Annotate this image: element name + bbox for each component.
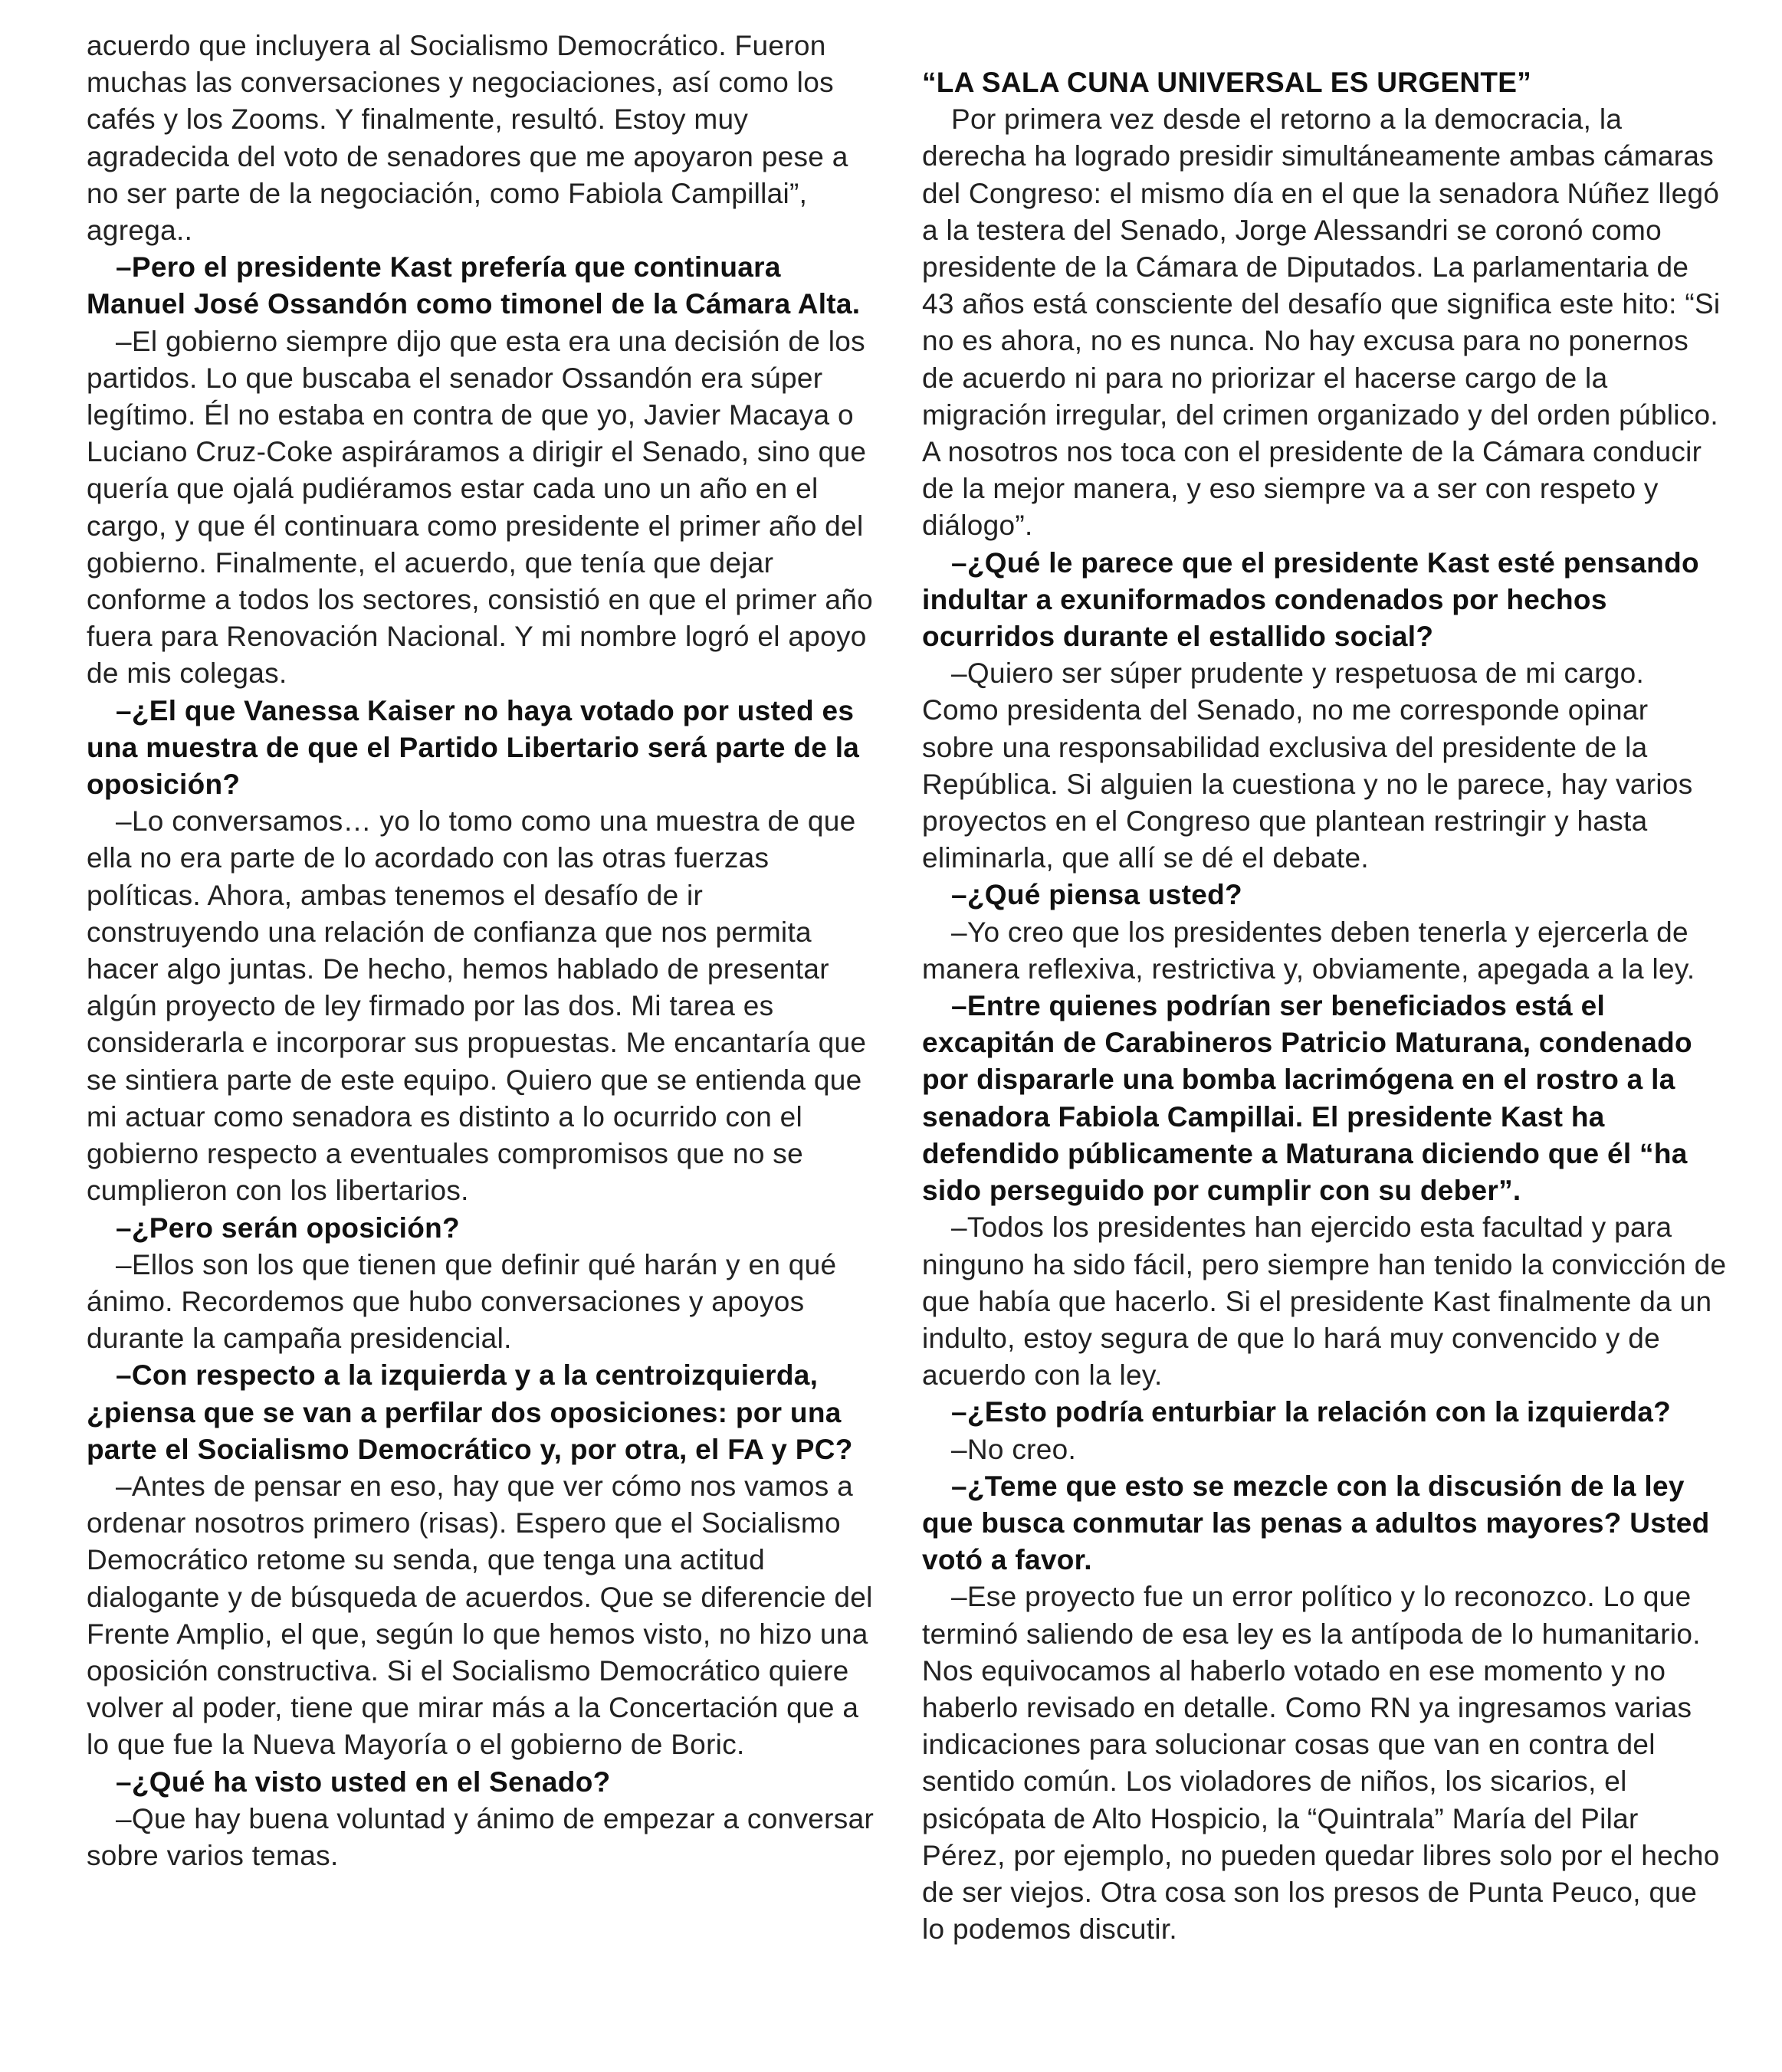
interview-answer: –Quiero ser súper prudente y respetuosa de mi cargo. Como presidenta del Senado, no me corresponde opinar sobre una responsabilidad exclusiva del presidente de la República. Si alguien la cuestiona y no le parece, hay varios proyectos en el Congreso que plantean restringir y hasta eliminarla, que allí se dé el debate. [922,657,1693,874]
interview-question: –¿Qué le parece que el presidente Kast esté pensando indultar a exuniformados condenados por hechos ocurridos durante el estallido social? [922,546,1699,653]
interview-question: –¿Esto podría enturbiar la relación con la izquierda? [951,1396,1672,1428]
left-column [87,28,884,1874]
interview-question: –¿Qué piensa usted? [951,879,1242,911]
interview-question: –¿Pero serán oposición? [116,1211,460,1244]
interview-answer: –El gobierno siempre dijo que esta era una decisión de los partidos. Lo que buscaba el senador Ossandón era súper legítimo. Él no estaba en contra de que yo, Javier Macaya o Luciano Cruz-Coke aspiráramos a dirigir el Senado, sino que quería que ojalá pudiéramos estar cada uno un año en el cargo, y que él continuara como presidente el primer año del gobierno. Finalmente, el acuerdo, que tenía que dejar conforme a todos los sectores, consistió en que el primer año fuera para Renovación Nacional. Y mi nombre logró el apoyo de mis colegas. [87,325,874,690]
interview-answer: –Todos los presidentes han ejercido esta facultad y para ninguno ha sido fácil, pero siempre han tenido la convicción de que había que hacerlo. Si el presidente Kast finalmente da un indulto, estoy segura de que lo hará muy convencido y de acuerdo con la ley. [922,1211,1727,1392]
interview-question: –¿El que Vanessa Kaiser no haya votado por usted es una muestra de que el Partido Libertario será parte de la oposición? [87,694,860,801]
interview-question: –¿Teme que esto se mezcle con la discusión de la ley que busca conmutar las penas a adultos mayores? Usted votó a favor. [922,1470,1710,1576]
interview-answer: –Antes de pensar en eso, hay que ver cómo nos vamos a ordenar nosotros primero (risas). Espero que el Socialismo Democrático retome su senda, que tenga una actitud dialogante y de búsqueda de acuerdos. Que se diferencie del Frente Amplio, el que, según lo que hemos visto, no hizo una oposición constructiva. Si el Socialismo Democrático quiere volver al poder, tiene que mirar más a la Concertación que a lo que fue la Nueva Mayoría o el gobierno de Boric. [87,1470,873,1761]
interview-question: –¿Qué ha visto usted en el Senado? [116,1765,611,1798]
interview-answer: –Ellos son los que tienen que definir qué harán y en qué ánimo. Recordemos que hubo conversaciones y apoyos durante la campaña presidencial. [87,1248,837,1355]
interview-answer: –Yo creo que los presidentes deben tenerla y ejercerla de manera reflexiva, restrictiva y, obviamente, apegada a la ley. [922,916,1695,985]
interview-question: –Entre quienes podrían ser beneficiados está el excapitán de Carabineros Patricio Maturana, condenado por dispararle una bomba lacrimógena en el rostro a la senadora Fabiola Campillai. El presidente Kast ha defendido públicamente a Maturana diciendo que él “ha sido perseguido por cumplir con su deber”. [922,990,1692,1207]
section-subheading: “LA SALA CUNA UNIVERSAL ES URGENTE” [922,67,1532,98]
interview-answer: –Que hay buena voluntad y ánimo de empezar a conversar sobre varios temas. [87,1802,875,1871]
interview-answer: –Ese proyecto fue un error político y lo reconozco. Lo que terminó saliendo de esa ley es la antípoda de lo humanitario. Nos equivocamos al haberlo votado en ese momento y no haberlo revisado en detalle. Como RN ya ingresamos varias indicaciones para solucionar cosas que van en contra del sentido común. Los violadores de niños, los sicarios, el psicópata de Alto Hospicio, la “Quintrala” María del Pilar Pérez, por ejemplo, no pueden quedar libres solo por el hecho de ser viejos. Otra cosa son los presos de Punta Peuco, que lo podemos discutir. [922,1581,1720,1946]
right-column [922,64,1727,1948]
interview-answer: –No creo. [951,1433,1077,1465]
paragraph: acuerdo que incluyera al Socialismo Democrático. Fueron muchas las conversaciones y negociaciones, así como los cafés y los Zooms. Y finalmente, resultó. Estoy muy agradecida del voto de senadores que me apoyaron pese a no ser parte de la negociación, como Fabiola Campillai”, agrega.. [87,30,848,247]
paragraph: Por primera vez desde el retorno a la democracia, la derecha ha logrado presidir simultáneamente ambas cámaras del Congreso: el mismo día en el que la senadora Núñez llegó a la testera del Senado, Jorge Alessandri se coronó como presidente de la Cámara de Diputados. La parlamentaria de 43 años está consciente del desafío que significa este hito: “Si no es ahora, no es nunca. No hay excusa para no ponernos de acuerdo ni para no priorizar el hacerse cargo de la migración irregular, del crimen organizado y del orden público. A nosotros nos toca con el presidente de la Cámara conducir de la mejor manera, y eso siempre va a ser con respeto y diálogo”. [922,103,1721,542]
interview-question: –Con respecto a la izquierda y a la centroizquierda, ¿piensa que se van a perfilar dos oposiciones: por una parte el Socialismo Democrático y, por otra, el FA y PC? [87,1359,853,1465]
interview-question: –Pero el presidente Kast prefería que continuara Manuel José Ossandón como timonel de la Cámara Alta. [87,251,861,320]
interview-answer: –Lo conversamos… yo lo tomo como una muestra de que ella no era parte de lo acordado con las otras fuerzas políticas. Ahora, ambas tenemos el desafío de ir construyendo una relación de confianza que nos permita hacer algo juntas. De hecho, hemos hablado de presentar algún proyecto de ley firmado por las dos. Mi tarea es considerarla e incorporar sus propuestas. Me encantaría que se sintiera parte de este equipo. Quiero que se entienda que mi actuar como senadora es distinto a lo ocurrido con el gobierno respecto a eventuales compromisos que no se cumplieron con los libertarios. [87,805,867,1207]
